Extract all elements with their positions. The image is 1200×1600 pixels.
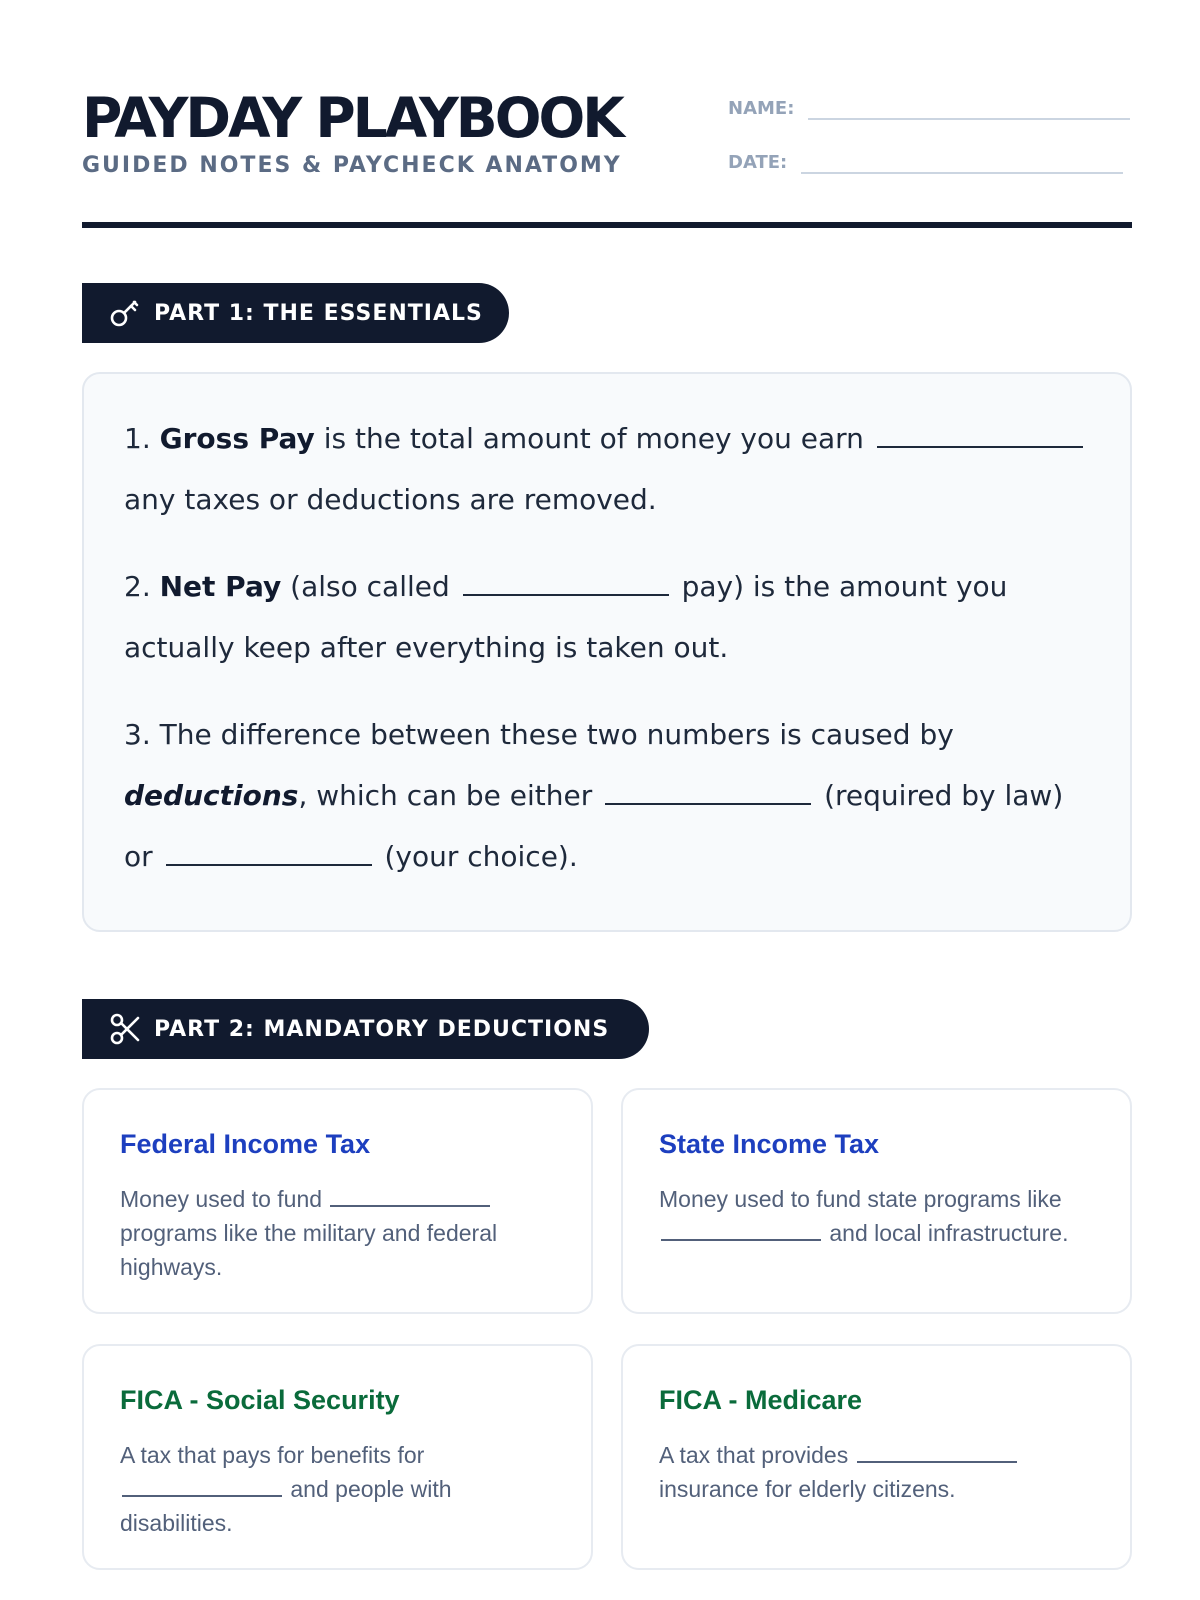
card-text-b: insurance for elderly citizens. — [659, 1476, 956, 1502]
card-blank[interactable] — [857, 1445, 1017, 1463]
card-text-a: A tax that pays for benefits for — [120, 1442, 425, 1468]
card-text-a: Money used to fund — [120, 1186, 323, 1212]
scissors-icon — [108, 1012, 142, 1046]
q1-text-b: any taxes or deductions are removed. — [124, 483, 657, 516]
part1-heading-label: PART 1: THE ESSENTIALS — [154, 300, 483, 326]
q2-blank[interactable] — [463, 576, 669, 596]
card-body — [659, 1182, 1096, 1250]
q3-term: deductions — [124, 779, 299, 812]
name-field[interactable] — [728, 98, 1130, 120]
q3-text-a: The difference between these two numbers is caused by — [159, 718, 954, 751]
card-text-a: Money used to fund state programs like — [659, 1186, 1062, 1212]
date-input-line[interactable] — [801, 152, 1123, 174]
key-icon — [108, 296, 142, 330]
card-text-a: A tax that provides — [659, 1442, 849, 1468]
page-title: PAYDAY PLAYBOOK — [82, 86, 622, 150]
q1-text-a: is the total amount of money you earn — [323, 422, 864, 455]
card-blank[interactable] — [330, 1189, 490, 1207]
card-state-income-tax — [621, 1088, 1132, 1314]
card-title: Federal Income Tax — [120, 1129, 371, 1159]
q3-blank-1[interactable] — [605, 785, 811, 805]
q2-number: 2. — [124, 570, 151, 603]
page-subtitle: GUIDED NOTES & PAYCHECK ANATOMY — [82, 153, 622, 178]
card-federal-income-tax — [82, 1088, 593, 1314]
name-input-line[interactable] — [808, 98, 1130, 120]
card-title: FICA - Social Security — [120, 1385, 400, 1415]
card-title: State Income Tax — [659, 1129, 880, 1159]
part2-heading — [82, 999, 649, 1059]
card-blank[interactable] — [122, 1479, 282, 1497]
q2-text-b: pay) is the amount you actually keep after everything is taken out. — [124, 570, 1008, 664]
card-text-b: programs like the military and federal highways. — [120, 1220, 498, 1280]
card-fica-medicare — [621, 1344, 1132, 1570]
essentials-panel — [82, 372, 1132, 932]
q1-number: 1. — [124, 422, 151, 455]
card-blank[interactable] — [661, 1223, 821, 1241]
date-label: DATE: — [728, 152, 788, 173]
q3-number: 3. — [124, 718, 151, 751]
q2-term: Net Pay — [159, 570, 282, 603]
card-body — [659, 1438, 1096, 1506]
date-field[interactable] — [728, 152, 1123, 174]
part1-heading — [82, 283, 509, 343]
card-text-b: and people with disabilities. — [120, 1476, 452, 1536]
q2-text-a: (also called — [290, 570, 450, 603]
question-3 — [124, 704, 1090, 887]
question-1 — [124, 408, 1090, 530]
q3-text-b: , which can be either — [298, 779, 593, 812]
q3-text-c: (required by law) or — [124, 779, 1064, 873]
worksheet-header — [82, 86, 1132, 178]
name-label: NAME: — [728, 98, 795, 119]
q3-blank-2[interactable] — [166, 846, 372, 866]
q3-text-d: (your choice). — [384, 840, 578, 873]
question-2 — [124, 556, 1090, 678]
card-fica-social-security — [82, 1344, 593, 1570]
q1-blank[interactable] — [877, 428, 1083, 448]
card-text-b: and local infrastructure. — [829, 1220, 1069, 1246]
part2-heading-label: PART 2: MANDATORY DEDUCTIONS — [154, 1016, 610, 1042]
card-body — [120, 1182, 557, 1284]
header-divider — [82, 222, 1132, 228]
card-body — [120, 1438, 557, 1540]
card-title: FICA - Medicare — [659, 1385, 863, 1415]
q1-term: Gross Pay — [159, 422, 315, 455]
